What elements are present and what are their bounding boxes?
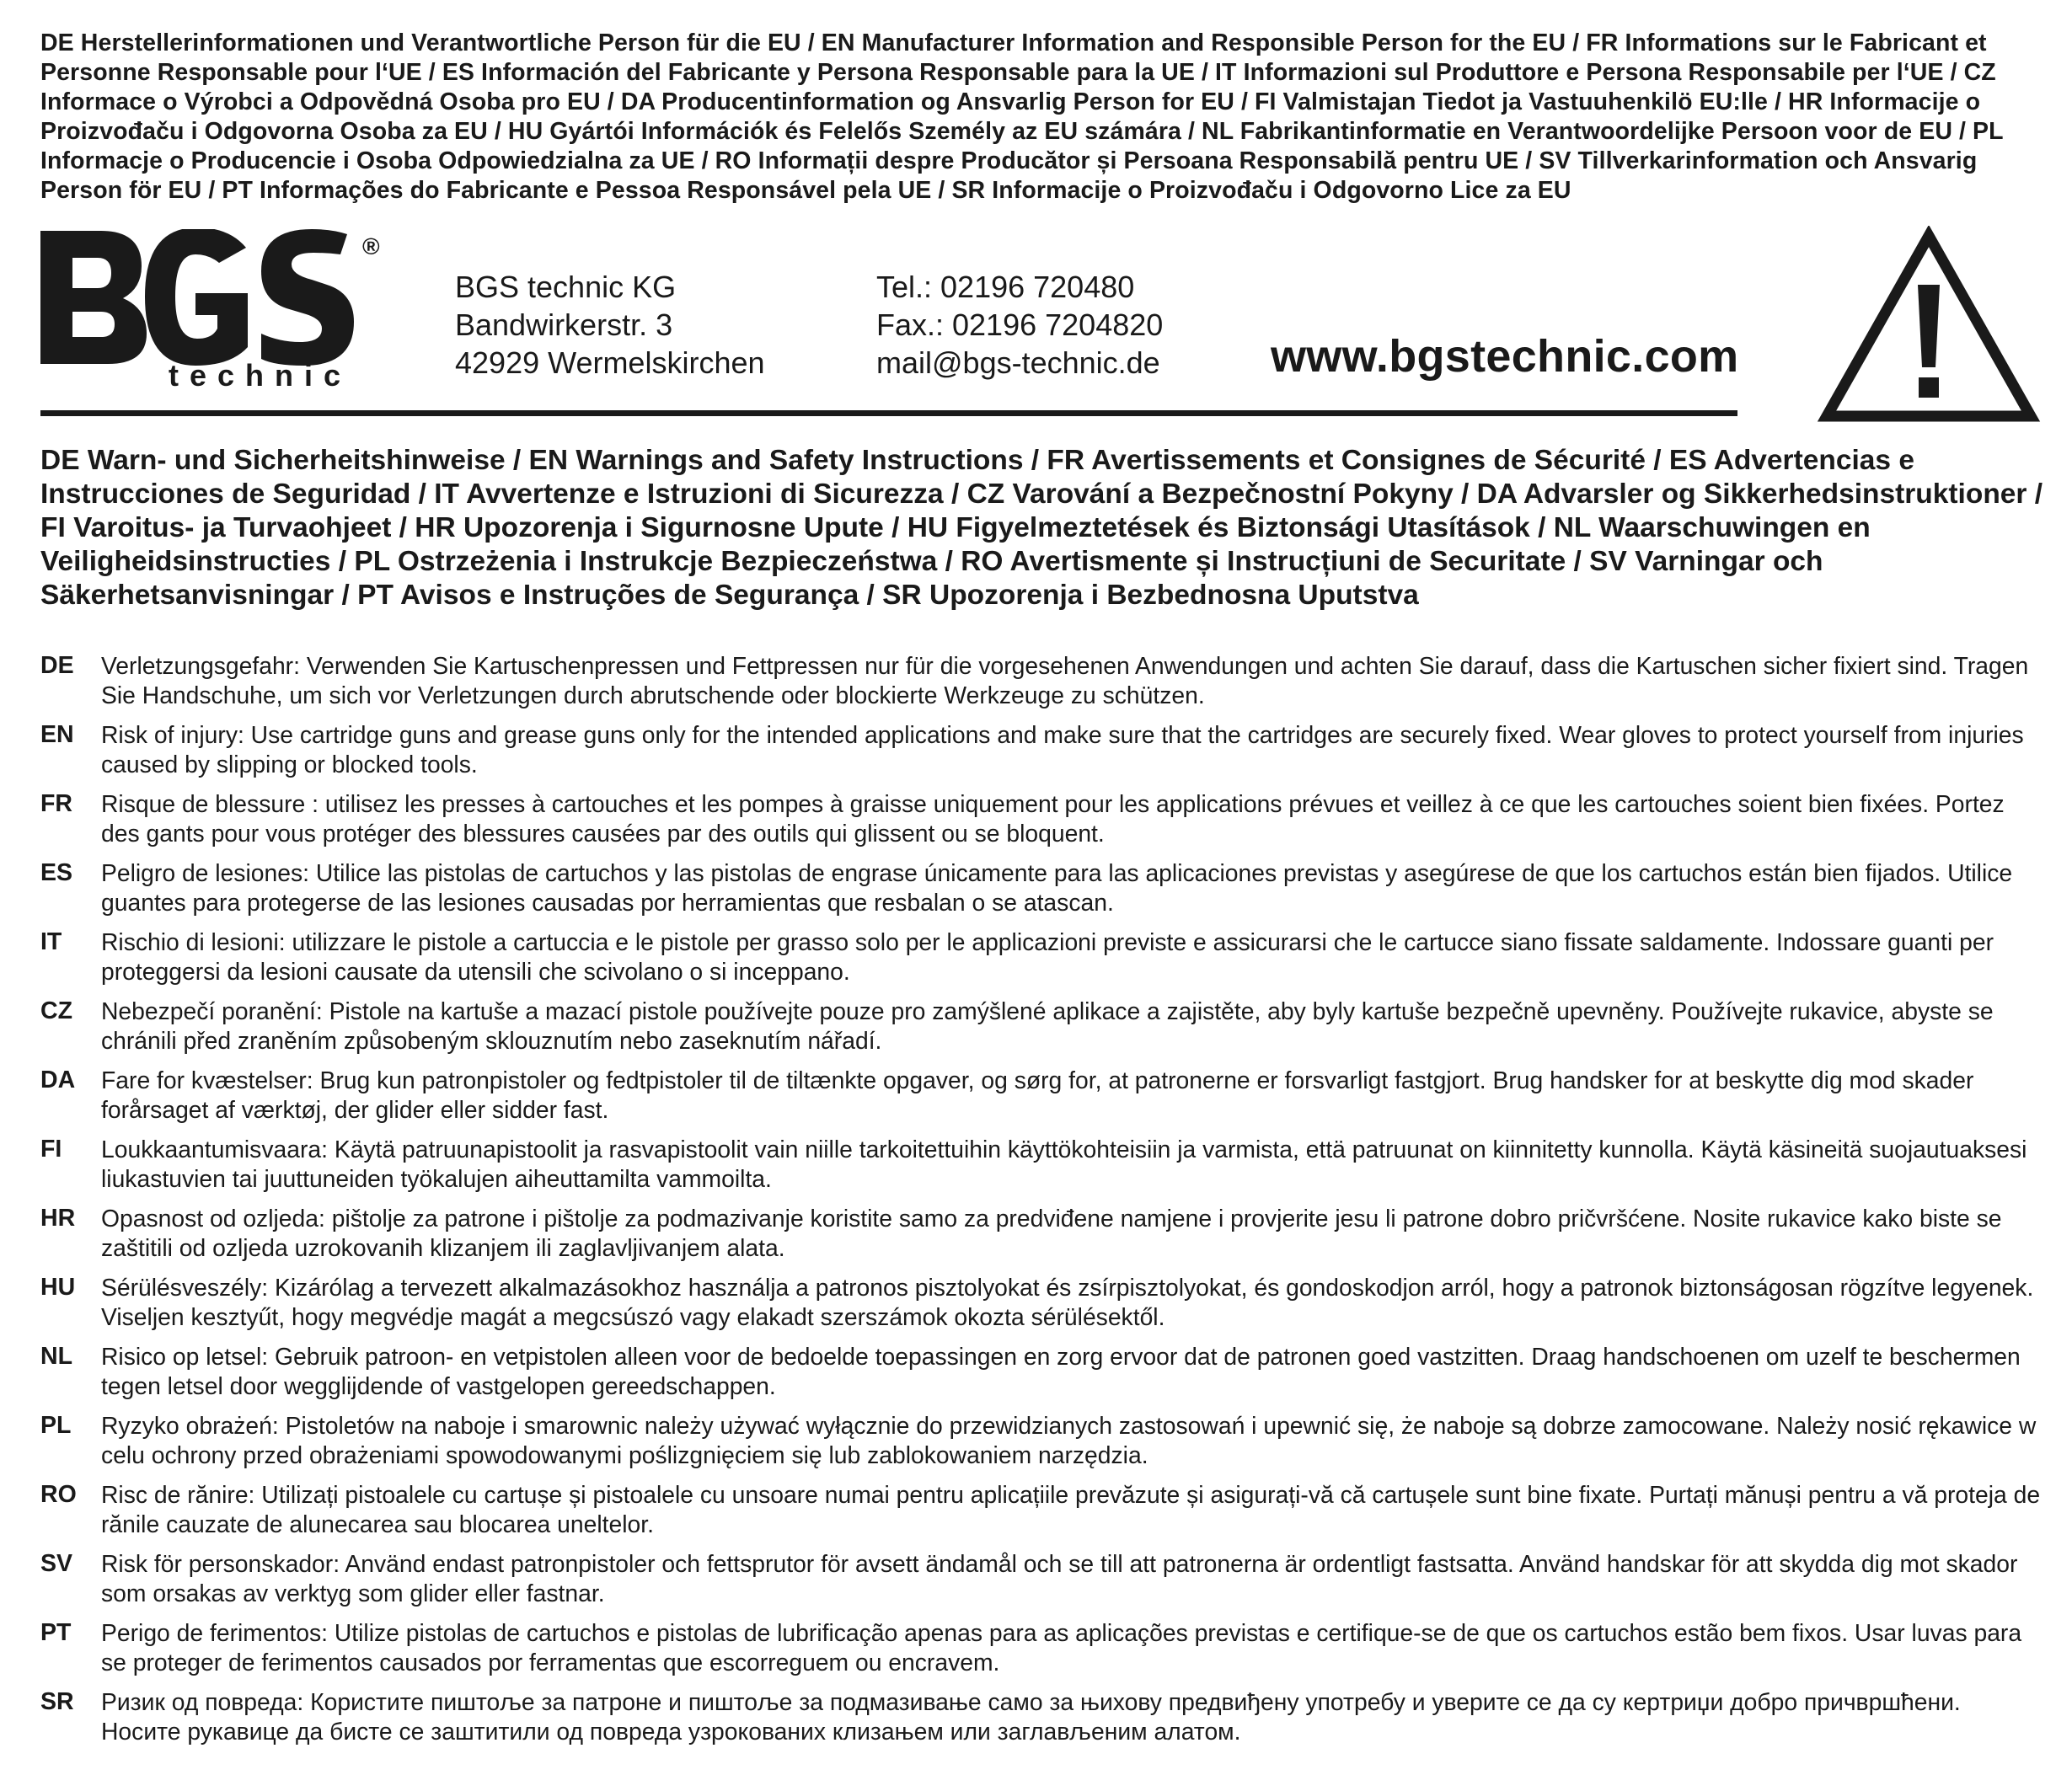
warning-item-sr [40, 1687, 2046, 1756]
company-street: Bandwirkerstr. 3 [455, 307, 673, 342]
warning-item-fr [40, 789, 2046, 858]
company-name: BGS technic KG [455, 270, 677, 304]
warning-text: Sérülésveszély: Kizárólag a tervezett alkalmazásokhoz használja a patronos pisztolyokat és zsírpisztolyokat, és gondoskodjon arról, hogy a patronok biztonságosan rögzítve legyenek. Viseljen kesztyűt, hogy megvédje magát a megcsúszó vagy elakadt szerszámok okozta sérülésektől. [101, 1274, 2034, 1330]
company-mail: mail@bgs-technic.de [876, 345, 1160, 380]
language-code: EN [40, 721, 74, 748]
warning-text: Risk för personskador: Använd endast patronpistoler och fettsprutor för avsett ändamål och se till att patronerna är ordentligt fastsatta. Använd handskar för att skydda dig mot skador som orsakas av verktyg som glider eller fastnar. [101, 1550, 2018, 1607]
language-code: NL [40, 1343, 72, 1370]
language-code: PL [40, 1412, 72, 1439]
warning-item-es [40, 858, 2046, 928]
language-code: DE [40, 652, 74, 679]
bgs-technic-logo [40, 229, 386, 388]
warning-item-en [40, 720, 2046, 789]
warning-text: Perigo de ferimentos: Utilize pistolas de cartuchos e pistolas de lubrificação apenas para as aplicações previstas e certifique-se de que os cartuchos estão bem fixos. Usar luvas para se proteger de ferimentos causados por ferramentas que escorreguem ou encravem. [101, 1619, 2022, 1676]
language-code: CZ [40, 997, 72, 1024]
language-code: SV [40, 1550, 73, 1577]
warning-item-pl [40, 1411, 2046, 1480]
warning-text: Risc de rănire: Utilizați pistoalele cu cartușe și pistoalele cu unsoare numai pentru aplicațiile prevăzute și asigurați-vă că cartușele sunt bine fixate. Purtați mănuși pentru a vă proteja de rănile cauzate de alunecarea sau blocarea uneltelor. [101, 1481, 2041, 1537]
logo-subtext: technic [169, 358, 352, 388]
language-code: DA [40, 1067, 76, 1093]
warning-item-fi [40, 1135, 2046, 1204]
safety-instructions-heading: DE Warn- und Sicherheitshinweise / EN Warnings and Safety Instructions / FR Avertissements et Consignes de Sécurité / ES Advertencias e Instrucciones de Seguridad / IT Avvertenze e Istruzioni di Sicurezza / CZ Varování a Bezpečnostní Pokyny / DA Advarsler og Sikkerhedsinstruktioner / FI Varoitus- ja Turvaohjeet / HR Upozorenja i Sigurnosne Upute / HU Figyelmeztetések és Biztonsági Utasítások / NL Waarschuwingen en Veiligheidsinstructies / PL Ostrzeżenia i Instrukcje Bezpieczeństwa / RO Avertismente și Instrucțiuni de Securitate / SV Varningar och Säkerhetsanvisningar / PT Avisos e Instruções de Segurança / SR Upozorenja i Bezbednosna Uputstva [40, 445, 2043, 611]
header-divider [40, 410, 1737, 416]
warning-triangle-icon [1817, 226, 2041, 425]
language-code: ES [40, 859, 73, 886]
warning-item-it [40, 928, 2046, 997]
language-code: IT [40, 928, 62, 955]
language-code: PT [40, 1619, 72, 1646]
warning-item-sv [40, 1549, 2046, 1618]
website-url: www.bgstechnic.com [1271, 331, 1739, 382]
registered-mark: ® [362, 233, 380, 259]
warning-text: Peligro de lesiones: Utilice las pistolas de cartuchos y las pistolas de engrase únicamente para las aplicaciones previstas y asegúrese de que los cartuchos están bien fijados. Utilice guantes para protegerse de las lesiones causadas por herramientas que resbalan o se atascan. [101, 859, 2013, 916]
warning-text: Ризик од повреда: Користите пиштоље за патроне и пиштоље за подмазивање само за њихову предвиђену употребу и уверите се да су кертриџи добро причвршћени. Носите рукавице да бисте се заштитили од повреда узрокованих клизањем или заглављеним алатом. [101, 1688, 1961, 1745]
warning-item-hu [40, 1273, 2046, 1342]
company-address [455, 268, 765, 382]
warning-text: Fare for kvæstelser: Brug kun patronpistoler og fedtpistoler til de tiltænkte opgaver, og sørg for, at patronerne er forsvarligt fastgjort. Brug handsker for at beskytte dig mod skader forårsaget af værktøj, der glider eller sidder fast. [101, 1067, 1974, 1123]
warning-text: Loukkaantumisvaara: Käytä patruunapistoolit ja rasvapistoolit vain niille tarkoitettuihin käyttökohteisiin ja varmista, että patruunat on kiinnitetty kunnolla. Käytä käsineitä suojautuaksesi liukastuvien tai juuttuneiden työkalujen aiheuttamilta vammoilta. [101, 1136, 2027, 1192]
warning-item-cz [40, 997, 2046, 1066]
company-tel: Tel.: 02196 720480 [876, 270, 1135, 304]
warning-item-nl [40, 1342, 2046, 1411]
warning-item-de [40, 651, 2046, 720]
warning-item-pt [40, 1618, 2046, 1687]
language-code: SR [40, 1688, 74, 1715]
company-fax: Fax.: 02196 7204820 [876, 307, 1164, 342]
warning-list [40, 651, 2046, 1756]
language-code: HR [40, 1205, 76, 1232]
warning-text: Verletzungsgefahr: Verwenden Sie Kartuschenpressen und Fettpressen nur für die vorgesehenen Anwendungen und achten Sie darauf, dass die Kartuschen sicher fixiert sind. Tragen Sie Handschuhe, um sich vor Verletzungen durch abrutschende oder blockierte Werkzeuge zu schützen. [101, 652, 2029, 708]
warning-text: Ryzyko obrażeń: Pistoletów na naboje i smarownic należy używać wyłącznie do przewidzianych zastosowań i upewnić się, że naboje są dobrze zamocowane. Należy nosić rękawice w celu ochrony przed obrażeniami spowodowanymi poślizgnięciem się lub zablokowaniem narzędzia. [101, 1412, 2037, 1468]
warning-text: Risico op letsel: Gebruik patroon- en vetpistolen alleen voor de bedoelde toepassingen en zorg ervoor dat de patronen goed vastzitten. Draag handschoenen om uzelf te beschermen tegen letsel door wegglijdende of vastgelopen gereedschappen. [101, 1343, 2021, 1399]
warning-text: Nebezpečí poranění: Pistole na kartuše a mazací pistole používejte pouze pro zamýšlené aplikace a zajistěte, aby byly kartuše bezpečně upevněny. Používejte rukavice, abyste se chránili před zraněním způsobeným sklouznutím nebo zaseknutím nářadí. [101, 997, 1994, 1054]
warning-text: Opasnost od ozljeda: pištolje za patrone i pištolje za podmazivanje koristite samo za predviđene namjene i provjerite jesu li patrone dobro pričvršćene. Nosite rukavice kako biste se zaštitili od ozljeda uzrokovanih klizanjem ili zaglavljivanjem alata. [101, 1205, 2002, 1261]
manufacturer-info-heading: DE Herstellerinformationen und Verantwortliche Person für die EU / EN Manufacturer Information and Responsible Person for the EU / FR Informations sur le Fabricant et Personne Responsable pour l‘UE / ES Información del Fabricante y Persona Responsable para la UE / IT Informazioni sul Produttore e Persona Responsabile per l‘UE / CZ Informace o Výrobci a Odpovědná Osoba pro EU / DA Producentinformation og Ansvarlig Person for EU / FI Valmistajan Tiedot ja Vastuuhenkilö EU:lle / HR Informacije o Proizvođaču i Odgovorna Osoba za EU / HU Gyártói Információk és Felelős Személy az EU számára / NL Fabrikantinformatie en Verantwoordelijke Persoon voor de EU / PL Informacje o Producencie i Osoba Odpowiedzialna za UE / RO Informații despre Producător și Persoana Responsabilă pentru UE / SV Tillverkarinformation och Ansvarig Person för EU / PT Informações do Fabricante e Pessoa Responsável pela UE / SR Informacije o Proizvođaču i Odgovorno Lice za EU [40, 29, 2004, 204]
language-code: RO [40, 1481, 77, 1508]
warning-text: Rischio di lesioni: utilizzare le pistole a cartuccia e le pistole per grasso solo per le applicazioni previste e assicurarsi che le cartucce siano fissate saldamente. Indossare guanti per proteggersi da lesioni causate da utensili che scivolano o si inceppano. [101, 928, 1994, 985]
company-city: 42929 Wermelskirchen [455, 345, 765, 380]
language-code: FI [40, 1136, 62, 1163]
warning-item-ro [40, 1480, 2046, 1549]
company-contact [876, 268, 1163, 382]
language-code: HU [40, 1274, 76, 1301]
warning-item-da [40, 1066, 2046, 1135]
warning-text: Risk of injury: Use cartridge guns and grease guns only for the intended applications and make sure that the cartridges are securely fixed. Wear gloves to protect yourself from injuries caused by slipping or blocked tools. [101, 721, 2024, 778]
warning-text: Risque de blessure : utilisez les presses à cartouches et les pompes à graisse uniquement pour les applications prévues et veillez à ce que les cartouches soient bien fixées. Portez des gants pour vous protéger des blessures causées par des outils qui glissent ou se bloquent. [101, 790, 2005, 847]
language-code: FR [40, 790, 72, 817]
warning-item-hr [40, 1204, 2046, 1273]
